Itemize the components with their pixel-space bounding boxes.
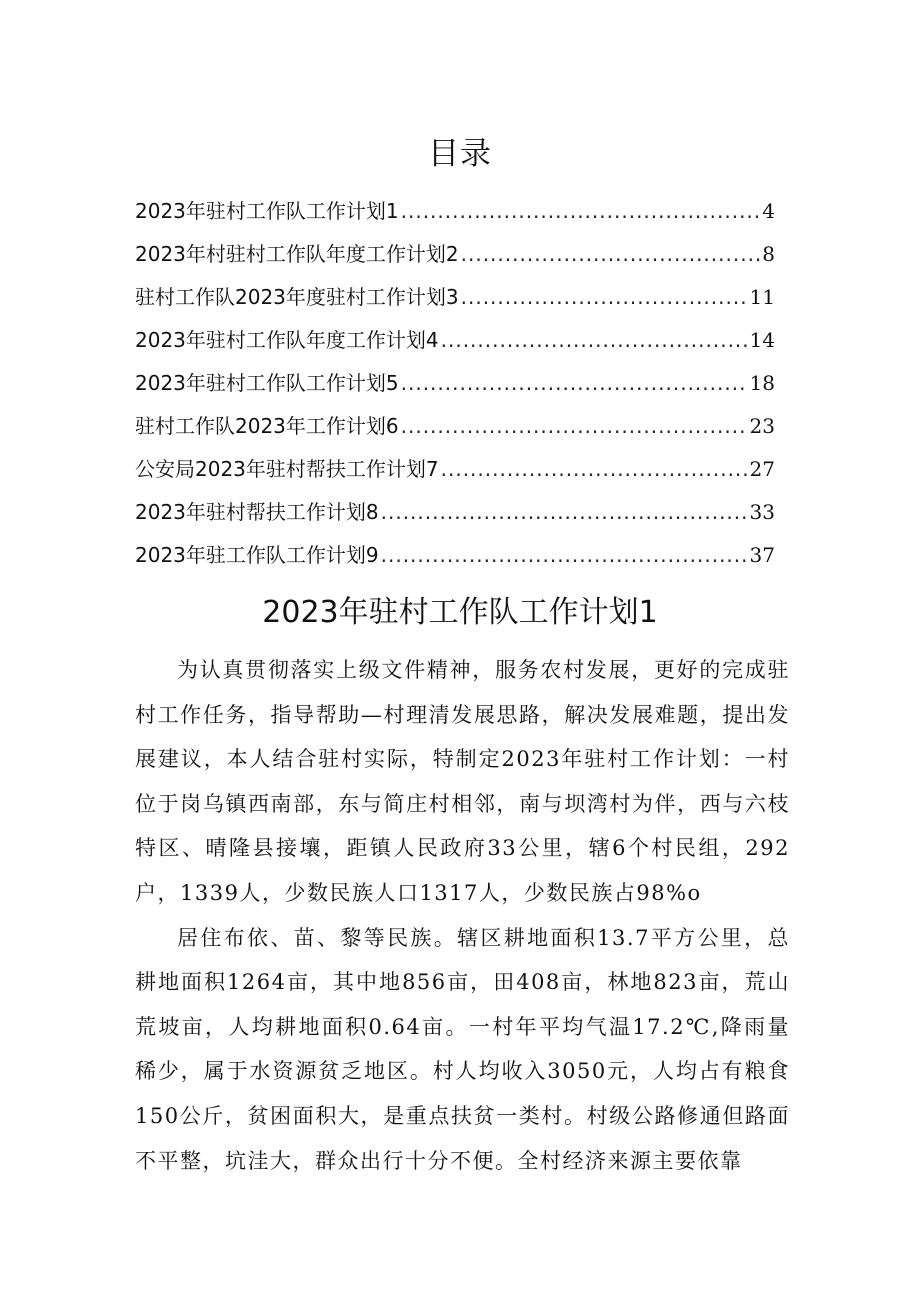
toc-dot-leader xyxy=(381,534,748,577)
toc-entry[interactable] xyxy=(135,534,775,577)
toc-page-number: 33 xyxy=(749,500,775,524)
section-body xyxy=(135,648,790,1183)
toc-page-number: 18 xyxy=(749,371,775,395)
toc-entry[interactable] xyxy=(135,190,775,233)
toc-entry-text: 2023年驻村工作队工作计划1 xyxy=(135,199,399,223)
toc-entry[interactable] xyxy=(135,405,775,448)
section-title: 2023年驻村工作队工作计划1 xyxy=(262,595,658,630)
toc-entry[interactable] xyxy=(135,233,775,276)
toc-entry-text: 2023年驻村工作队年度工作计划4 xyxy=(135,328,439,352)
toc-dot-leader xyxy=(461,276,748,319)
toc-entry-text: 2023年驻村工作队工作计划5 xyxy=(135,371,399,395)
toc-entry-text: 2023年驻工作队工作计划9 xyxy=(135,543,379,567)
toc-entry[interactable] xyxy=(135,276,775,319)
toc-entry[interactable] xyxy=(135,448,775,491)
toc-title: 目录 xyxy=(428,136,492,172)
toc-dot-leader xyxy=(381,491,748,534)
toc-entry-text: 公安局2023年驻村帮扶工作计划7 xyxy=(135,457,439,481)
toc-dot-leader xyxy=(441,319,748,362)
toc-page-number: 4 xyxy=(762,199,775,223)
body-paragraph: 为认真贯彻落实上级文件精神，服务农村发展，更好的完成驻村工作任务，指导帮助—村理清发展思路，解决发展难题，提出发展建议，本人结合驻村实际，特制定2023年驻村工作计划：一村位于岗乌镇西南部，东与简庄村相邻，南与坝湾村为伴，西与六枝特区、晴隆县接壤，距镇人民政府33公里，辖6个村民组，292户，1339人，少数民族人口1317人，少数民族占98%o xyxy=(135,658,790,905)
table-of-contents xyxy=(135,190,775,577)
toc-entry-text: 驻村工作队2023年度驻村工作计划3 xyxy=(135,285,459,309)
toc-page-number: 8 xyxy=(762,242,775,266)
toc-entry[interactable] xyxy=(135,362,775,405)
toc-page-number: 37 xyxy=(749,543,775,567)
toc-entry-text: 2023年村驻村工作队年度工作计划2 xyxy=(135,242,459,266)
toc-dot-leader xyxy=(401,190,761,233)
toc-dot-leader xyxy=(461,233,761,276)
toc-dot-leader xyxy=(441,448,748,491)
toc-page-number: 14 xyxy=(749,328,775,352)
toc-entry-text: 驻村工作队2023年工作计划6 xyxy=(135,414,399,438)
toc-entry[interactable] xyxy=(135,319,775,362)
toc-page-number: 23 xyxy=(749,414,775,438)
toc-page-number: 11 xyxy=(749,285,775,309)
toc-entry-text: 2023年驻村帮扶工作计划8 xyxy=(135,500,379,524)
toc-dot-leader xyxy=(401,405,748,448)
toc-dot-leader xyxy=(401,362,748,405)
toc-page-number: 27 xyxy=(749,457,775,481)
body-paragraph: 居住布依、苗、黎等民族。辖区耕地面积13.7平方公里，总耕地面积1264亩，其中地856亩，田408亩，林地823亩，荒山荒坡亩，人均耕地面积0.64亩。一村年平均气温17.2℃,降雨量稀少，属于水资源贫乏地区。村人均收入3050元，人均占有粮食150公斤，贫困面积大，是重点扶贫一类村。村级公路修通但路面不平整，坑洼大，群众出行十分不便。全村经济来源主要依靠 xyxy=(135,925,790,1173)
toc-entry[interactable] xyxy=(135,491,775,534)
